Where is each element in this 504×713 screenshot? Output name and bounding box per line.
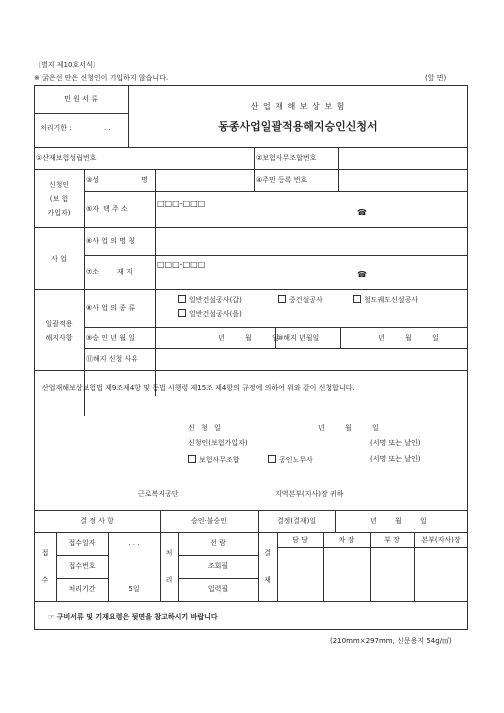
role-deputy: 차 장	[338, 536, 355, 544]
statement-text: 산업재해보상보험법 제9조제4항 및 동법 시행령 제15조 제4항의 규정에 의하여 위와 같이 신청합니다.	[42, 384, 355, 392]
checkbox-icon	[178, 295, 186, 303]
bundle-group-label-1: 일괄적용	[45, 320, 73, 328]
processing-period-value: 5일	[128, 585, 140, 593]
receipt-label-2: 수	[41, 576, 49, 584]
page-side-label: (앞 면)	[425, 74, 447, 82]
form-title: 동종사업일괄적용해지승인신청서	[218, 120, 378, 133]
applicant-group-label-1: 신청인	[48, 181, 70, 189]
telephone-icon: ☎	[357, 208, 367, 217]
resident-number-label: ④주민 등록 번호	[256, 176, 308, 184]
business-group-label: 사 업	[51, 255, 67, 263]
receipt-date-value: . . .	[128, 539, 140, 547]
decision-date-label: 결정(결재)일	[276, 517, 317, 525]
termination-reason-label: ⑪해지 신청 사유	[86, 355, 139, 363]
form-subtitle: 산 업 재 해 보 상 보 험	[250, 102, 346, 111]
home-postcode: □□□-□□□	[157, 199, 206, 208]
checkbox-icon	[178, 309, 186, 317]
termination-date-value: 년 월 일	[378, 334, 439, 342]
option-insurance-union[interactable]: 보험사무조합	[188, 455, 240, 465]
checkbox-icon	[268, 455, 276, 463]
home-address-label-text: 택 주 소	[103, 205, 128, 213]
checkbox-icon	[188, 455, 196, 463]
business-type-label: ⑧사 업 의 종 류	[86, 304, 135, 312]
decision-matter-label: 결 정 사 항	[80, 517, 114, 525]
signature-label-1: (서명 또는 날인)	[370, 439, 421, 447]
apply-date-value: 년 월 일	[318, 424, 379, 432]
business-name-label: ⑥사 업 의 명 칭	[86, 237, 135, 245]
business-postcode: □□□-□□□	[157, 260, 206, 269]
approval-label-2: 재	[264, 576, 271, 584]
processing-period-label: 처리기간	[68, 585, 96, 593]
type-option-general-a[interactable]: 일반건설공사(갑)	[178, 295, 242, 305]
deadline-label: 처리기한 :	[40, 124, 72, 132]
paper-spec: (210mm×297mm, 신문용지 54g/㎡)	[330, 637, 452, 645]
type-option-heavy[interactable]: 중건설공사	[278, 295, 323, 305]
union-number-label: ②보험사무조합번호	[256, 154, 317, 162]
type-option-general-b[interactable]: 일반건설공사(을)	[178, 309, 242, 319]
processing-label-2: 리	[165, 576, 173, 584]
recipient-branch: 지역본부(지사)장 귀하	[275, 490, 344, 498]
approval-label-1: 결	[264, 549, 271, 557]
receipt-date-label: 접수일자	[68, 539, 96, 547]
receipt-label-1: 접	[41, 549, 49, 557]
approval-date-value: 년 월 일	[218, 334, 279, 342]
pointing-hand-icon: ☞	[48, 613, 55, 621]
recipient-organization: 근로복지공단	[138, 490, 179, 498]
receipt-number-label: 접수번호	[68, 562, 96, 570]
instruction-text: ※ 굵은선 안은 신청인이 기입하지 않습니다.	[34, 74, 169, 82]
name-label-num: ③성	[86, 176, 100, 184]
bundle-group-label-2: 해지사항	[45, 334, 73, 342]
input-done-label: 입력필	[207, 585, 229, 593]
applicant-group-label-2: (보 험	[49, 195, 69, 203]
type-option-railway[interactable]: 철도궤도신설공사	[353, 295, 418, 305]
option-labor-attorney[interactable]: 공인노무사	[268, 455, 313, 465]
checkbox-icon	[278, 295, 286, 303]
role-manager: 부 장	[384, 536, 400, 544]
telephone-icon: ☎	[357, 270, 367, 279]
apply-date-label: 신 청 일	[188, 424, 223, 432]
insurance-number-label: ①산재보험성립번호	[36, 154, 97, 162]
signature-label-2: (서명 또는 날인)	[370, 455, 421, 463]
decision-date-value: 년 월 일	[370, 517, 427, 525]
approval-status-label: 승인·불승인	[190, 517, 228, 525]
home-address-label-num: ⑤자	[86, 205, 100, 213]
name-label-text: 명	[141, 176, 148, 184]
minwon-label: 민 원 서 류	[64, 95, 98, 103]
applicant-label: 신청인(보험가입자)	[188, 439, 248, 447]
deadline-dots: . .	[104, 124, 111, 132]
checkbox-icon	[353, 295, 361, 303]
role-staff: 담 당	[292, 536, 308, 544]
footer-note: ☞ 구비서류 및 기재요령은 뒷면을 참고하시기 바랍니다	[48, 613, 218, 621]
business-location-label-text: 재 지	[117, 268, 133, 276]
inquiry-done-label: 조회필	[207, 562, 229, 570]
form-number: 〔별지 제10호서식〕	[34, 61, 100, 69]
review-label: 선 람	[210, 539, 226, 547]
role-branch-head: 본부(지사)장	[421, 536, 461, 544]
termination-date-label: ⑩해지 년월일	[277, 334, 320, 342]
applicant-group-label-3: 가입자)	[47, 209, 71, 217]
approval-date-label: ⑨승 인 년 월 일	[86, 334, 135, 342]
processing-label-1: 처	[165, 549, 173, 557]
business-location-label-num: ⑦소	[86, 268, 100, 276]
